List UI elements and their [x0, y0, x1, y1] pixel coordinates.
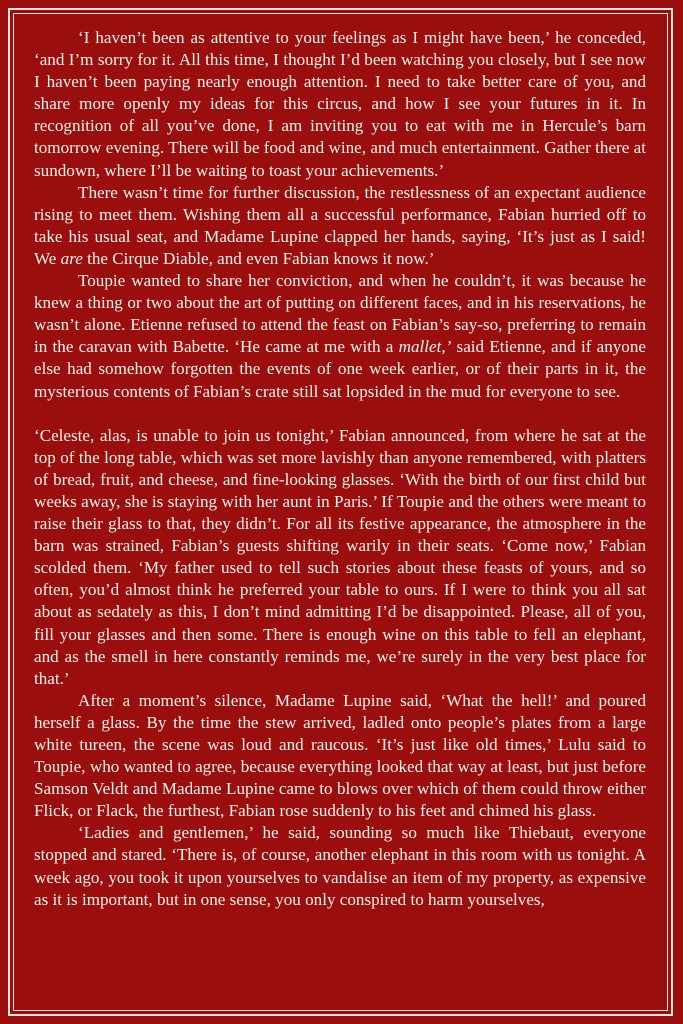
paragraph [34, 425, 646, 690]
italic-emphasis: are [60, 248, 83, 268]
paragraph-text: After a moment’s silence, Madame Lupine said, ‘What the hell!’ and poured herself a glass. By the time the stew arrived, ladled onto people’s plates from a large white tureen, the scene was loud and raucous. ‘It’s just like old times,’ Lulu said to Toupie, who wanted to agree, because everything looked that way at least, but just before Samson Veldt and Madame Lupine came to blows over which of them could throw either Flick, or Flack, the furthest, Fabian rose suddenly to his feet and chimed his glass. [34, 690, 646, 821]
paragraph-text: ‘I haven’t been as attentive to your feelings as I might have been,’ he conceded, ‘and I’m sorry for it. All this time, I thought I’d been watching you closely, but I see now I haven’t been paying nearly enough attention. I need to take better care of you, and share more openly my ideas for this circus, and how I see your futures in it. In recognition of all you’ve done, I am inviting you to eat with me in Hercule’s barn tomorrow evening. There will be food and wine, and much entertainment. Gather there at sundown, where I’ll be waiting to toast your achievements.’ [34, 28, 646, 180]
paragraph [34, 690, 646, 823]
paragraph [34, 27, 646, 182]
paragraph-text: said Etienne, and if anyone else had somehow forgotten the events of one week earlier, or of their parts in it, the mysterious contents of Fabian’s crate still sat lopsided in the mud for everyone to see. [34, 337, 646, 401]
paragraph-text: There wasn’t time for further discussion, the restlessness of an expectant audience rising to meet them. Wishing them all a successful performance, Fabian hurried off to take his usual seat, and Madame Lupine clapped her hands, saying, ‘It’s just as I said! We [34, 182, 646, 268]
paragraph [34, 270, 646, 403]
book-page [34, 27, 646, 911]
paragraph-text: ‘Celeste, alas, is unable to join us tonight,’ Fabian announced, from where he sat at the top of the long table, which was set more lavishly than anyone remembered, with platters of bread, fruit, and cheese, and fine-looking glasses. ‘With the birth of our first child but weeks away, she is staying with her aunt in Paris.’ If Toupie and the others were meant to raise their glass to that, they didn’t. For all its festive appearance, the atmosphere in the barn was strained, Fabian’s guests shifting warily in their seats. ‘Come now,’ Fabian scolded them. ‘My father used to tell such stories about these feasts of yours, and so often, you’d almost think he preferred your table to ours. If I were to think you all sat about as sedately as this, I don’t mind admitting I’d be disappointed. Please, all of you, fill your glasses and then some. There is enough wine on this table to fell an elephant, and as the smell in here constantly reminds me, we’re surely in the very best place for that.’ [34, 425, 646, 688]
paragraph [34, 822, 646, 910]
italic-emphasis: mallet,’ [398, 337, 452, 357]
paragraph [34, 182, 646, 270]
paragraph-text: the Cirque Diable, and even Fabian knows it now.’ [82, 248, 435, 268]
paragraph-text: Toupie wanted to share her conviction, and when he couldn’t, it was because he knew a thing or two about the art of putting on different faces, and in his reservations, he wasn’t alone. Etienne refused to attend the feast on Fabian’s say-so, preferring to remain in the caravan with Babette. ‘He came at me with a [34, 271, 646, 357]
paragraph-text: ‘Ladies and gentlemen,’ he said, sounding so much like Thiebaut, everyone stopped and stared. ‘There is, of course, another elephant in this room with us tonight. A week ago, you took it upon yourselves to vandalise an item of my property, as expensive as it is important, but in one sense, you only conspired to harm yourselves, [34, 823, 646, 909]
